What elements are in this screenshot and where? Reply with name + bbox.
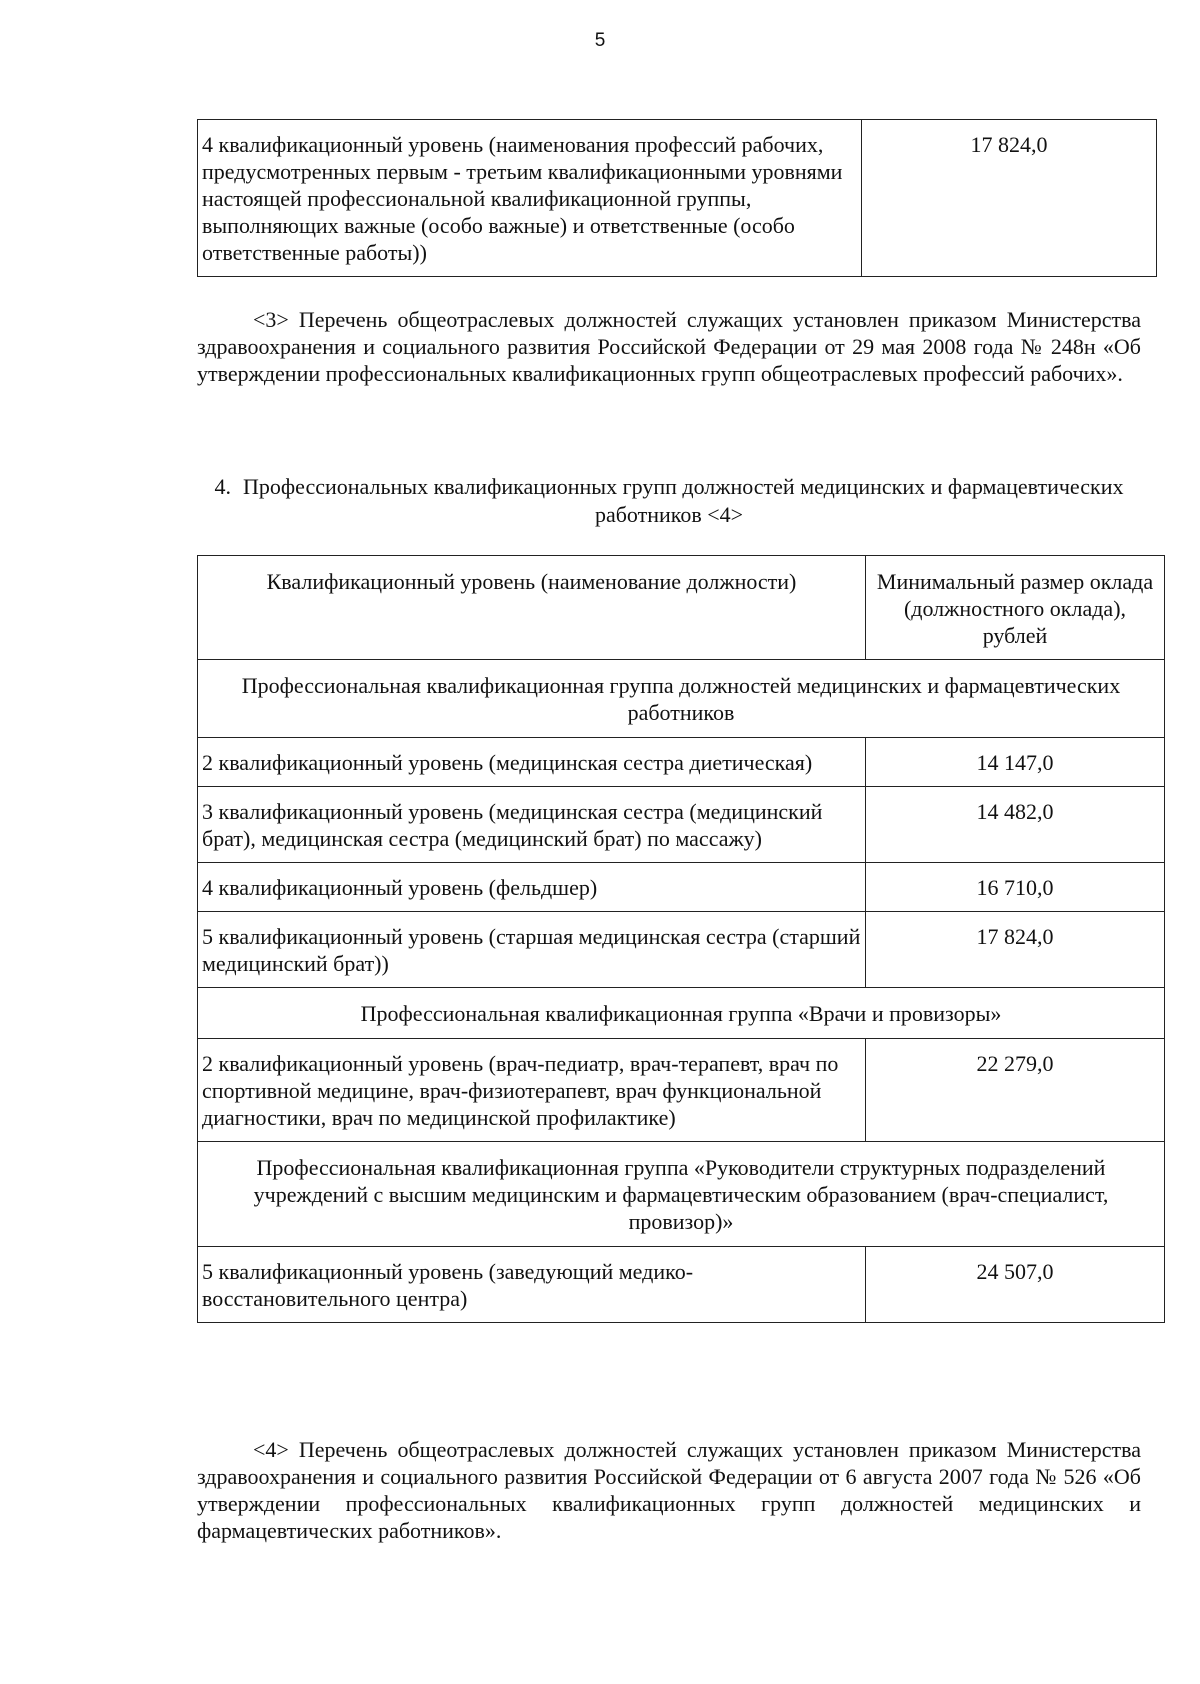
qualification-level-cell: 5 квалификационный уровень (старшая медицинская сестра (старший медицинский брат)) — [198, 912, 866, 988]
column-header-salary: Минимальный размер оклада (должностного оклада), рублей — [866, 556, 1165, 660]
qualification-level-cell: 4 квалификационный уровень (наименования профессий рабочих, предусмотренных первым - третьим квалификационными уровнями настоящей профессиональной квалификационной группы, выполняющих важные (особо важные) и ответственные (особо ответственные работы)) — [198, 120, 862, 277]
section-number: 4. — [214, 474, 232, 499]
footnote-3: <3> Перечень общеотраслевых должностей служащих установлен приказом Министерства здравоохранения и социального развития Российской Федерации от 29 мая 2008 года № 248н «Об утверждении профессиональных квалификационных групп общеотраслевых профессий рабочих». — [197, 307, 1141, 386]
group-row — [198, 660, 1165, 738]
table-row — [198, 1247, 1165, 1323]
group-row — [198, 1142, 1165, 1247]
salary-cell: 16 710,0 — [866, 863, 1165, 912]
footnote-4: <4> Перечень общеотраслевых должностей служащих установлен приказом Министерства здравоохранения и социального развития Российской Федерации от 6 августа 2007 года № 526 «Об утверждении профессиональных квалификационных групп должностей медицинских и фармацевтических работников». — [197, 1437, 1141, 1543]
salary-cell: 22 279,0 — [866, 1039, 1165, 1142]
group-title: Профессиональная квалификационная группа должностей медицинских и фармацевтических работников — [198, 660, 1165, 738]
qualification-level-cell: 4 квалификационный уровень (фельдшер) — [198, 863, 866, 912]
table-row — [198, 120, 1157, 277]
section-title — [197, 473, 1141, 529]
qualification-level-cell: 2 квалификационный уровень (врач-педиатр, врач-терапевт, врач по спортивной медицине, врач-физиотерапевт, врач функциональной диагностики, врач по медицинской профилактике) — [198, 1039, 866, 1142]
salary-cell: 14 147,0 — [866, 738, 1165, 787]
top-table — [197, 119, 1157, 277]
column-header-level: Квалификационный уровень (наименование должности) — [198, 556, 866, 660]
header-row — [198, 556, 1165, 660]
section-title-text: Профессиональных квалификационных групп должностей медицинских и фармацевтических работников <4> — [243, 474, 1124, 527]
qualification-level-cell: 2 квалификационный уровень (медицинская сестра диетическая) — [198, 738, 866, 787]
qualification-level-cell: 3 квалификационный уровень (медицинская сестра (медицинский брат), медицинская сестра (медицинский брат) по массажу) — [198, 787, 866, 863]
table-row — [198, 912, 1165, 988]
salary-cell: 14 482,0 — [866, 787, 1165, 863]
salary-table — [197, 555, 1165, 1323]
table-row — [198, 787, 1165, 863]
group-title: Профессиональная квалификационная группа «Руководители структурных подразделений учреждений с высшим медицинским и фармацевтическим образованием (врач-специалист, провизор)» — [198, 1142, 1165, 1247]
qualification-level-cell: 5 квалификационный уровень (заведующий медико-восстановительного центра) — [198, 1247, 866, 1323]
page-number: 5 — [594, 30, 606, 51]
table-row — [198, 1039, 1165, 1142]
salary-cell: 17 824,0 — [862, 120, 1157, 277]
table-row — [198, 738, 1165, 787]
salary-cell: 17 824,0 — [866, 912, 1165, 988]
table-row — [198, 863, 1165, 912]
group-title: Профессиональная квалификационная группа «Врачи и провизоры» — [198, 988, 1165, 1039]
group-row — [198, 988, 1165, 1039]
salary-cell: 24 507,0 — [866, 1247, 1165, 1323]
